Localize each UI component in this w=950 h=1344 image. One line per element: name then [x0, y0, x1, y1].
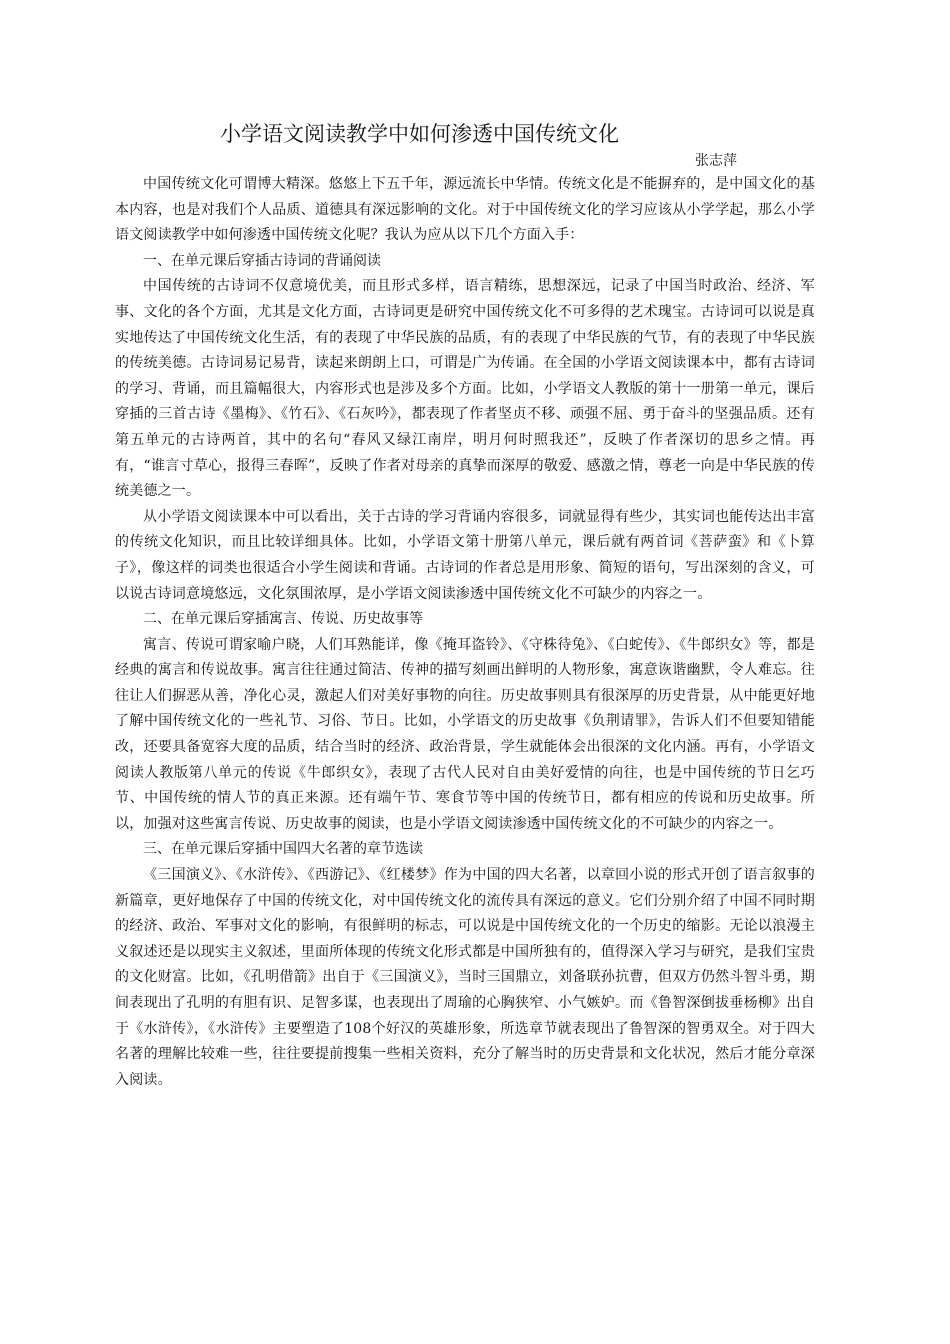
document-author: 张志萍 [695, 153, 737, 169]
section-1-paragraph-1: 中国传统的古诗词不仅意境优美，而且形式多样，语言精练，思想深远，记录了中国当时政治、经济、军事、文化的各个方面，尤其是文化方面，古诗词更是研究中国传统文化不可多得的艺术瑰宝。古诗词可以说是真实地传达了中国传统文化生活，有的表现了中华民族的品质，有的表现了中华民族的气节，有的表现了中华民族的传统美德。古诗词易记易背，读起来朗朗上口，可谓是广为传诵。在全国的小学语文阅读课本中，都有古诗词的学习、背诵，而且篇幅很大，内容形式也是涉及多个方面。比如，小学语文人教版的第十一册第一单元，课后穿插的三首古诗《墨梅》、《竹石》、《石灰吟》，都表现了作者坚贞不移、顽强不屈、勇于奋斗的坚强品质。还有第五单元的古诗两首，其中的名句“春风又绿江南岸，明月何时照我还”，反映了作者深切的思乡之情。再有，“谁言寸草心，报得三春晖”，反映了作者对母亲的真挚而深厚的敬爱、感激之情，尊老一向是中华民族的传统美德之一。 [115, 278, 815, 500]
section-3-heading: 三、在单元课后穿插中国四大名著的章节选读 [143, 841, 423, 858]
document-page [115, 118, 815, 1093]
intro-paragraph: 中国传统文化可谓博大精深。悠悠上下五千年，源远流长中华情。传统文化是不能摒弃的，是中国文化的基本内容，也是对我们个人品质、道德具有深远影响的文化。对于中国传统文化的学习应该从小学学起，那么小学语文阅读教学中如何渗透中国传统文化呢？我认为应从以下几个方面入手： [115, 176, 815, 244]
section-3-paragraph-1: 《三国演义》、《水浒传》、《西游记》、《红楼梦》作为中国的四大名著，以章回小说的形式开创了语言叙事的新篇章，更好地保存了中国的传统文化，对中国传统文化的流传具有深远的意义。它们分别介绍了中国不同时期的经济、政治、军事对文化的影响，有很鲜明的标志，可以说是中国传统文化的一个历史的缩影。无论以浪漫主义叙述还是以现实主义叙述，里面所体现的传统文化形式都是中国所独有的，值得深入学习与研究，是我们宝贵的文化财富。比如，《孔明借箭》出自于《三国演义》，当时三国鼎立，刘备联孙抗曹，但双方仍然斗智斗勇，期间表现出了孔明的有胆有识、足智多谋，也表现出了周瑜的心胸狭窄、小气嫉妒。而《鲁智深倒拔垂杨柳》出自于《水浒传》，《水浒传》主要塑造了108个好汉的英雄形象，所选章节就表现出了鲁智深的智勇双全。对于四大名著的理解比较难一些，往往要提前搜集一些相关资料，充分了解当时的历史背景和文化状况，然后才能分章深入阅读。 [115, 867, 815, 1088]
section-2-heading: 二、在单元课后穿插寓言、传说、历史故事等 [143, 611, 423, 628]
section-2-paragraph-1: 寓言、传说可谓家喻户晓，人们耳熟能详，像《掩耳盗铃》、《守株待兔》、《白蛇传》、《牛郎织女》等，都是经典的寓言和传说故事。寓言往往通过简洁、传神的描写刻画出鲜明的人物形象，寓意诙谐幽默，令人难忘。往往让人们摒恶从善，净化心灵，激起人们对美好事物的向往。历史故事则具有很深厚的历史背景，从中能更好地了解中国传统文化的一些礼节、习俗、节日。比如，小学语文的历史故事《负荆请罪》，告诉人们不但要知错能改，还要具备宽容大度的品质，结合当时的经济、政治背景，学生就能体会出很深的文化内涵。再有，小学语文阅读人教版第八单元的传说《牛郎织女》，表现了古代人民对自由美好爱情的向往，也是中国传统的节日乞巧节、中国传统的情人节的真正来源。还有端午节、寒食节等中国的传统节日，都有相应的传说和历史故事。所以，加强对这些寓言传说、历史故事的阅读，也是小学语文阅读渗透中国传统文化的不可缺少的内容之一。 [115, 636, 815, 832]
section-1-heading: 一、在单元课后穿插古诗词的背诵阅读 [143, 252, 381, 269]
document-title: 小学语文阅读教学中如何渗透中国传统文化 [220, 122, 619, 146]
section-1-paragraph-2: 从小学语文阅读课本中可以看出，关于古诗的学习背诵内容很多，词就显得有些少，其实词也能传达出丰富的传统文化知识，而且比较详细具体。比如，小学语文第十册第八单元，课后就有两首词《菩萨蛮》和《卜算子》，像这样的词类也很适合小学生阅读和背诵。古诗词的作者总是用形象、简短的语句，写出深刻的含义，可以说古诗词意境悠远，文化氛围浓厚，是小学语文阅读渗透中国传统文化不可缺少的内容之一。 [115, 508, 815, 602]
